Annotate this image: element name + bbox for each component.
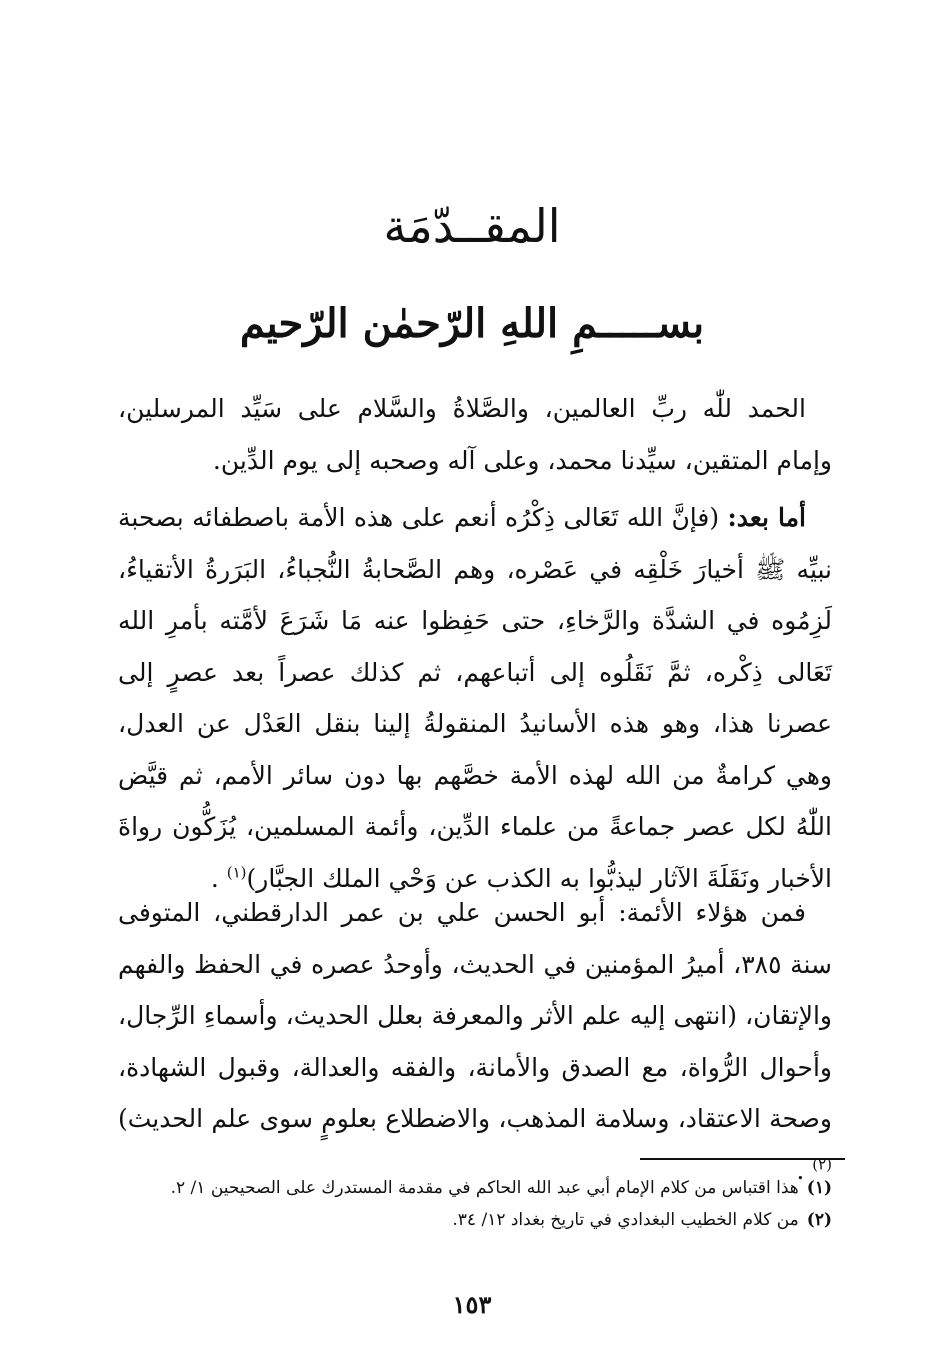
footnote-1: [118, 1172, 832, 1204]
paragraph-opening-praise: [118, 383, 832, 486]
page-number: ١٥٣: [452, 1290, 492, 1319]
footnotes: [118, 1172, 832, 1236]
basmala: بســـــمِ اللهِ الرّحمٰن الرّحيم: [239, 300, 705, 347]
paragraph-text: الحمد للّٰه ربِّ العالمين، والصَّلاةُ والسَّلام على سَيِّد المرسلين، وإمام المتقين، سيِّدنا محمد، وعلى آله وصحبه إلى يوم الدِّين.: [118, 394, 832, 475]
footnote-ref-2[interactable]: (٢): [812, 1155, 832, 1174]
footnote-ref-1[interactable]: (١): [226, 863, 247, 882]
paragraph-end: .: [796, 1155, 805, 1185]
paragraph-amma-baad: [118, 492, 832, 904]
footnote-separator: [640, 1158, 845, 1160]
footnote-number: (٢): [806, 1210, 832, 1230]
paragraph-lead: أما بعد:: [727, 503, 807, 532]
chapter-title: المقــدّمَة: [383, 199, 561, 253]
paragraph-end: .: [210, 863, 219, 893]
footnote-text: هذا اقتباس من كلام الإمام أبي عبد الله الحاكم في مقدمة المستدرك على الصحيحين ١/ ٢.: [170, 1178, 799, 1198]
footnote-2: [118, 1204, 832, 1236]
footnote-number: (١): [806, 1178, 832, 1198]
paragraph-text: فمن هؤلاء الأئمة: أبو الحسن علي بن عمر الدارقطني، المتوفى سنة ٣٨٥، أميرُ المؤمنين في الحديث، وأوحدُ عصره في الحفظ والفهم والإتقان، (انتهى إليه علم الأثر والمعرفة بعلل الحديث، وأسماءِ الرِّجال، وأحوال الرُّواة، مع الصدق والأمانة، والفقه والعدالة، وقبول الشهادة، وصحة الاعتقاد، وسلامة المذهب، والاضطلاع بعلومٍ سوى علم الحديث): [118, 898, 833, 1133]
paragraph-imams: [118, 887, 832, 1196]
paragraph-text: (فإنَّ الله تَعَالى ذِكْرُه أنعم على هذه الأمة باصطفائه بصحبة نبيِّه ﷺ أخيارَ خَلْقِه في عَصْره، وهم الصَّحابةُ النُّجباءُ، البَرَرةُ الأتقياءُ، لَزِمُوه في الشدَّة والرَّخاءِ، حتى حَفِظوا عنه مَا شَرَعَ لأمَّته بأمرِ الله تَعَالى ذِكْره، ثمَّ نَقَلُوه إلى أتباعهم، ثم كذلك عصراً بعد عصرٍ إلى عصرنا هذا، وهو هذه الأسانيدُ المنقولةُ إلينا بنقل العَدْل عن العدل، وهي كرامةٌ من الله لهذه الأمة خصَّهم بها دون سائر الأمم، ثم قيَّض اللّٰهُ لكل عصر جماعةً من علماء الدِّين، وأئمة المسلمين، يُزَكُّون رواةَ الأخبار ونَقَلَةَ الآثار ليذبُّوا به الكذب عن وَحْي الملك الجبَّار): [118, 503, 832, 893]
footnote-text: من كلام الخطيب البغدادي في تاريخ بغداد ١٢/ ٣٤.: [452, 1210, 799, 1230]
